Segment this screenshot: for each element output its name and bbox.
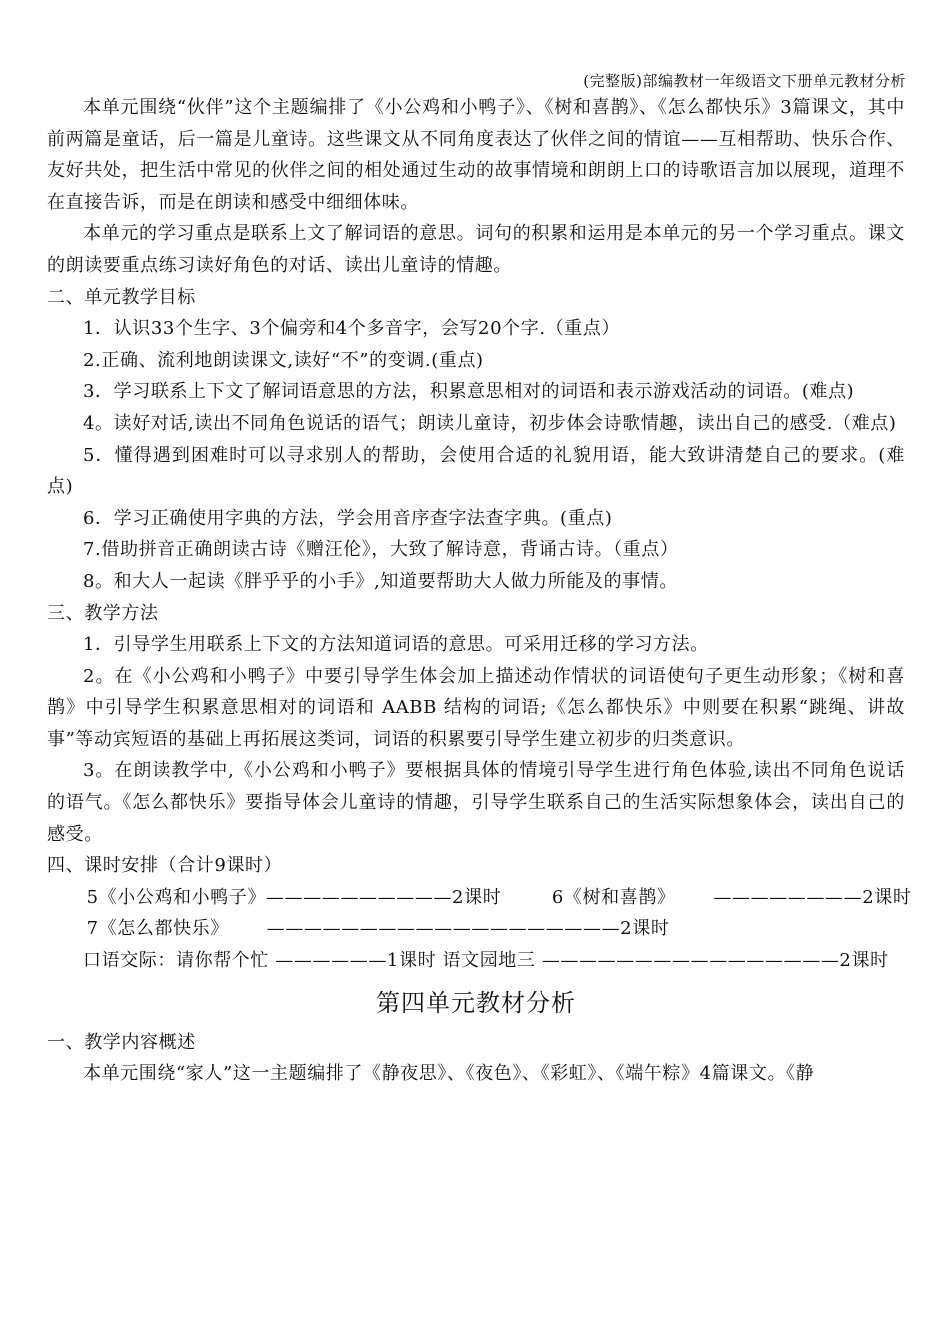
goal-item-6: 6．学习正确使用字典的方法，学会用音序查字法查字典。(重点) [83,507,613,529]
method-item-3: 3。在朗读教学中,《小公鸡和小鸭子》要根据具体的情境引导学生进行角色体验,读出不同角色说话的语气。《怎么都快乐》要指导体会儿童诗的情趣，引导学生联系自己的生活实际想象体会，读出自己的感受。 [47,760,905,845]
document-body [47,92,912,1090]
page-header: (完整版)部编教材一年级语文下册单元教材分析 [583,72,906,90]
schedule-line-2: 7《怎么都快乐》 ———————————————————2课时 [86,918,670,940]
goal-item-8: 8。和大人一起读《胖乎乎的小手》,知道要帮助大人做力所能及的事情。 [83,570,678,592]
unit4-paragraph: 本单元围绕“家人”这一主题编排了《静夜思》、《夜色》、《彩虹》、《端午粽》4篇课文。《静 [83,1063,815,1085]
goal-item-1: 1．认识33个生字、3个偏旁和4个多音字，会写20个字.（重点） [83,318,621,340]
method-item-1: 1．引导学生用联系上下文的方法知道词语的意思。可采用迁移的学习方法。 [83,634,709,656]
unit4-heading: 一、教学内容概述 [47,1031,196,1053]
methods-heading: 三、教学方法 [47,602,159,624]
goals-heading: 二、单元教学目标 [47,286,196,308]
intro-paragraph-2: 本单元的学习重点是联系上文了解词语的意思。词句的积累和运用是本单元的另一个学习重点。课文的朗读要重点练习读好角色的对话、读出儿童诗的情趣。 [47,223,905,276]
goal-item-5: 5．懂得遇到困难时可以寻求别人的帮助，会使用合适的礼貌用语，能大致讲清楚自己的要求。(难点) [47,444,905,498]
method-item-2: 2。在《小公鸡和小鸭子》中要引导学生体会加上描述动作情状的词语使句子更生动形象；《树和喜鹊》中引导学生积累意思相对的词语和 AABB 结构的词语;《怎么都快乐》中则要在积累“跳绳、讲故事”等动宾短语的基础上再拓展这类词，词语的积累要引导学生建立初步的归类意识。 [47,665,905,750]
goal-item-3: 3．学习联系上下文了解词语意思的方法，积累意思相对的词语和表示游戏活动的词语。(难点) [83,381,855,403]
goal-item-7: 7.借助拼音正确朗读古诗《赠汪伦》，大致了解诗意，背诵古诗。（重点） [83,539,679,561]
unit4-title: 第四单元教材分析 [376,988,576,1017]
goal-item-4: 4。读好对话,读出不同角色说话的语气；朗读儿童诗，初步体会诗歌情趣，读出自己的感受.（难点) [83,412,897,434]
goal-item-2: 2.正确、流利地朗读课文,读好“不”的变调.(重点) [83,349,484,371]
intro-paragraph-1: 本单元围绕“伙伴”这个主题编排了《小公鸡和小鸭子》、《树和喜鹊》、《怎么都快乐》3篇课文，其中前两篇是童话，后一篇是儿童诗。这些课文从不同角度表达了伙伴之间的情谊——互相帮助、快乐合作、友好共处，把生活中常见的伙伴之间的相处通过生动的故事情境和朗朗上口的诗歌语言加以展现，道理不在直接告诉，而是在朗读和感受中细细体味。 [47,97,905,213]
schedule-line-1: 5《小公鸡和小鸭子》——————————2课时 6《树和喜鹊》 ————————2课时 [86,886,912,908]
schedule-line-3: 口语交际：请你帮个忙 ——————1课时 语文园地三 ————————————————2课时 [83,950,889,972]
schedule-heading: 四、课时安排（合计9课时） [47,855,283,877]
